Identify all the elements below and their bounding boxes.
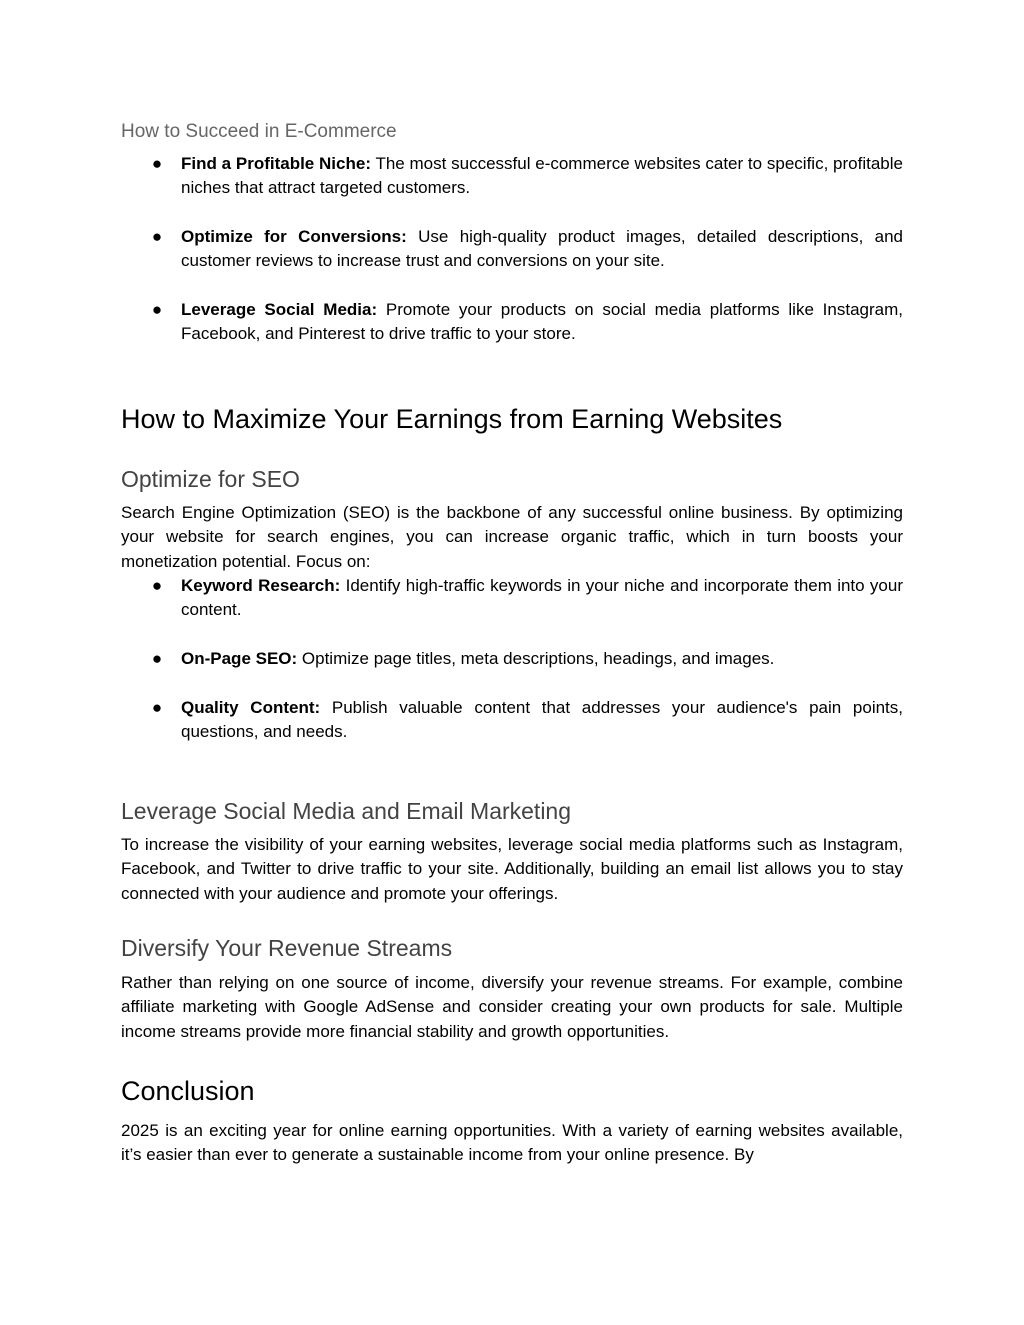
- bullet-icon: ●: [151, 300, 163, 319]
- list-item-label: Find a Profitable Niche:: [181, 154, 371, 173]
- heading-optimize-seo: Optimize for SEO: [121, 466, 300, 492]
- list-item-body: Identify high-traffic keywords in your niche and incorporate them into your content.: [181, 576, 903, 620]
- heading-diversify: Diversify Your Revenue Streams: [121, 935, 453, 961]
- list-item-label: On-Page SEO:: [181, 649, 298, 668]
- list-item-label: Leverage Social Media:: [181, 300, 378, 319]
- bullet-icon: ●: [151, 649, 163, 668]
- heading-maximize-earnings: How to Maximize Your Earnings from Earning Websites: [121, 404, 783, 434]
- list-item-label: Quality Content:: [181, 698, 321, 717]
- list-item-body: Promote your products on social media platforms like Instagram, Facebook, and Pinterest to drive traffic to your store.: [181, 300, 903, 344]
- list-item-text: [181, 225, 903, 274]
- list-item-label: Optimize for Conversions:: [181, 227, 407, 246]
- list-item-body: The most successful e-commerce websites cater to specific, profitable niches that attract targeted customers.: [181, 154, 903, 198]
- list-item: [121, 696, 903, 745]
- bullet-icon: ●: [151, 698, 163, 717]
- list-item-text: [181, 574, 903, 623]
- paragraph-seo: Search Engine Optimization (SEO) is the backbone of any successful online business. By optimizing your website for search engines, you can increase organic traffic, which in turn boosts your monetization potential. Focus on:: [121, 503, 903, 571]
- list-item-body: Publish valuable content that addresses your audience's pain points, questions, and needs.: [181, 698, 904, 742]
- list-item: [121, 225, 903, 274]
- bullet-icon: ●: [151, 227, 163, 246]
- list-item-text: [181, 696, 903, 745]
- list-item: [121, 647, 903, 671]
- bullet-icon: ●: [151, 576, 163, 595]
- list-item-body: Use high-quality product images, detailed descriptions, and customer reviews to increase trust and conversions on your site.: [181, 227, 904, 271]
- list-item: [121, 152, 903, 201]
- list-item-text: [181, 152, 903, 201]
- heading-social-email: Leverage Social Media and Email Marketing: [121, 798, 572, 824]
- list-item-body: Optimize page titles, meta descriptions, headings, and images.: [297, 649, 775, 668]
- heading-conclusion: Conclusion: [121, 1076, 255, 1106]
- paragraph-social-email: To increase the visibility of your earning websites, leverage social media platforms such as Instagram, Facebook, and Twitter to drive traffic to your site. Additionally, building an email list allows you to stay connected with your audience and promote your offerings.: [121, 835, 903, 903]
- paragraph-diversify: Rather than relying on one source of income, diversify your revenue streams. For example, combine affiliate marketing with Google AdSense and consider creating your own products for sale. Multiple income streams provide more financial stability and growth opportunities.: [121, 973, 903, 1041]
- bullet-icon: ●: [151, 154, 163, 173]
- heading-ecommerce: How to Succeed in E-Commerce: [121, 121, 397, 142]
- list-item-text: [181, 647, 903, 671]
- paragraph-conclusion: 2025 is an exciting year for online earning opportunities. With a variety of earning websites available, it’s easier than ever to generate a sustainable income from your online presence. By: [121, 1121, 903, 1165]
- list-item: [121, 574, 903, 623]
- list-item-label: Keyword Research:: [181, 576, 341, 595]
- list-item: [121, 298, 903, 347]
- list-item-text: [181, 298, 903, 347]
